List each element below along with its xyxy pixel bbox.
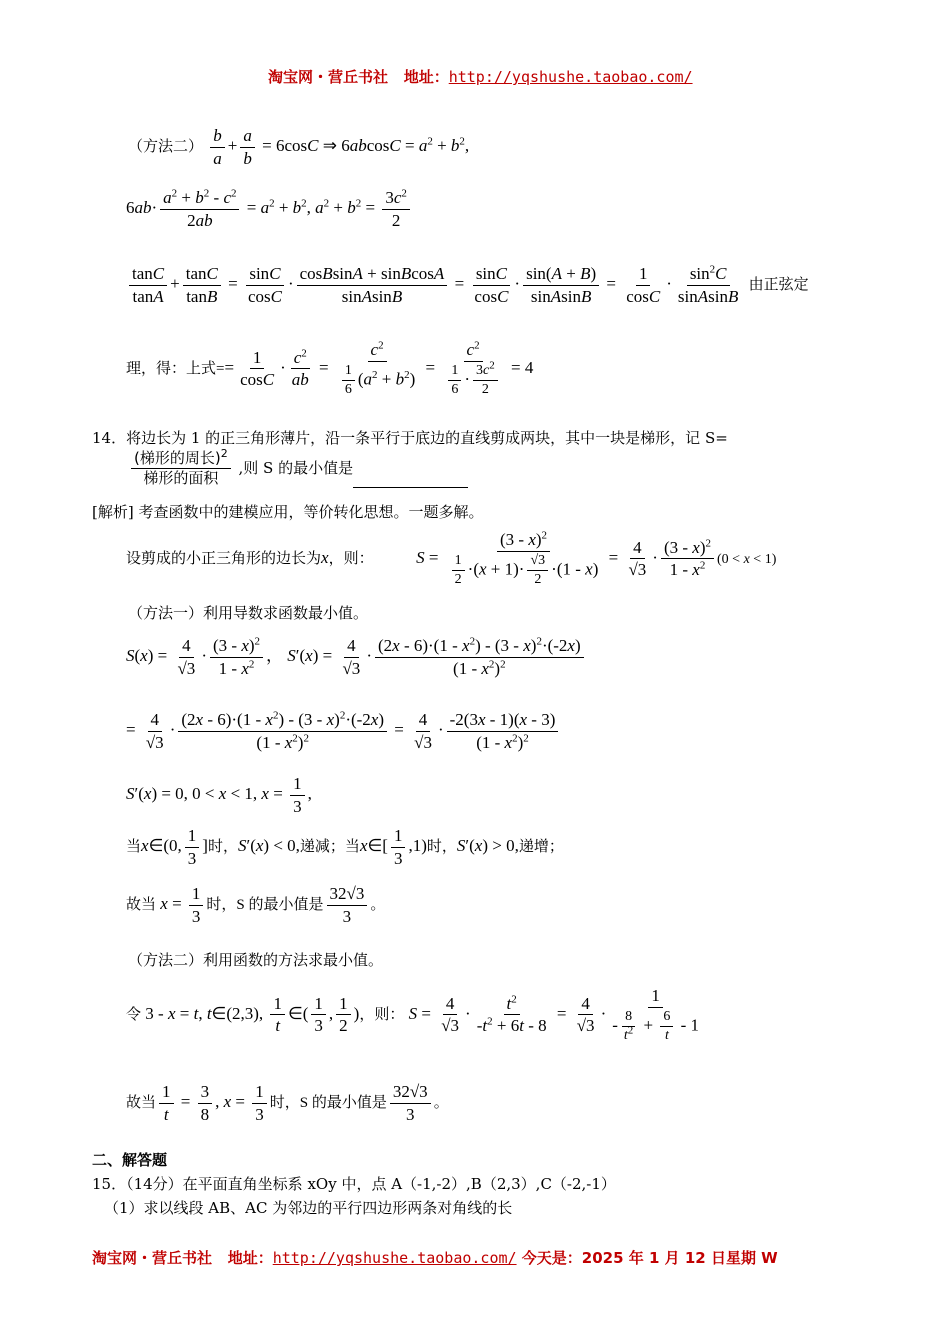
footer-addr-label: 地址：	[227, 1249, 273, 1267]
q14-line-1: 14．将边长为 1 的正三角形薄片，沿一条平行于底边的直线剪成两块，其中一块是梯形，记 S=	[92, 429, 728, 447]
mono-b-1: 时，	[207, 838, 238, 855]
period-1: 。	[370, 896, 386, 913]
critical-point: S′(x) = 0, 0 < x < 1, x = $\frac{1}{3}$ ,	[126, 774, 312, 816]
q15-part1: （1）求以线段 AB、AC 为邻边的平行四边形两条对角线的长	[104, 1199, 513, 1217]
formula-line-3: $\frac{\tan C}{\tan A}$ + $\frac{\tan C}{\tan B}$ = $\frac{\sin C}{\cos C}$ · $\frac{\text{cosBsinA + sinBcosA}}{\text{sinAsinB}}$ = $\frac{\sin C}{\cos C}$ · $\frac{\sin(A + B)}{\text{sinAsinB}}$ = $\frac{1}{\cos C}$ · $\frac{\sin^2C}{\text{sinAsinB}}$ 由正弦定	[126, 264, 809, 306]
min-a-2: 故当	[126, 1094, 157, 1111]
footer-date: 今天是：2025 年 1 月 12 日星期 W	[521, 1249, 778, 1267]
formula-line-2: 6ab· $\frac{a^2 + b^2 - c^2}{2ab}$ = $a^2 + b^2$, $a^2 + b^2$ = $\frac{3c^2}{2}$	[126, 188, 413, 230]
formula-line-4: 理，得：上式== $\frac{1}{\cos C}$ · $\frac{c^2}{ab}$ = $c^2$ $\frac{1}{6}$ $(a^2 + b^2)$ = $c^2$ $\frac{1}{6}$ · $\frac{3c^2}{2}$ = 4	[126, 339, 534, 397]
setup-text: 设剪成的小正三角形的边长为	[126, 550, 322, 567]
period-2: 。	[433, 1094, 449, 1111]
mono-a-1: 当	[126, 838, 142, 855]
q14-frac-num: (梯形的周长)	[134, 449, 221, 467]
mono-dec: 递减；当	[299, 838, 360, 855]
setup-then: ，则：	[328, 550, 374, 567]
q14-tail: ,则 S 的最小值是	[238, 458, 354, 477]
header-url-link[interactable]: http://yqshushe.taobao.com/	[448, 68, 693, 86]
min-a-1: 故当	[126, 896, 157, 913]
method2-label: （方法二）	[128, 138, 204, 155]
formula-line-1: （方法二） $\frac{b}{a}$ + $\frac{a}{b}$ = 6cosC ⇒ $6abcosC = a^2 + b^2$,	[128, 126, 470, 168]
analysis: [解析] 考查函数中的建模应用，等价转化思想。一题多解。	[92, 503, 484, 521]
min-b-1: 时，S 的最小值是	[206, 896, 324, 913]
derivative-line-1: S(x) = $\frac{4}{√3}$ · $\frac{(3 - x)^2}{1 - x^2}$ ， S′(x) = $\frac{4}{√3}$ · $\frac{(2x - 6)\cdot(1 - x^2) - (3 - x)^2\cdot(-2x)}{(1 - x^2)^2}$	[126, 636, 587, 678]
header-shop: 淘宝网・营丘书社	[268, 68, 389, 86]
min-result-2: 故当 $\frac{1}{t}$ = $\frac{3}{8}$ , x = $\frac{1}{3}$ 时，S 的最小值是 $\frac{32√3}{3}$ 。	[126, 1082, 449, 1124]
min-b-2: 时，S 的最小值是	[269, 1094, 387, 1111]
min-result-1: 故当 x = $\frac{1}{3}$ 时，S 的最小值是 $\frac{32√3}{3}$ 。	[126, 884, 386, 926]
footer-shop: 淘宝网・营丘书社	[92, 1249, 213, 1267]
ling-text: 令	[126, 1006, 142, 1023]
zhengxian-text-a: 由正弦定	[748, 276, 809, 293]
mono-b-2: 时，	[426, 838, 457, 855]
q14-line-2: $\frac{(梯形的周长)^2}{\text{梯形的面积}}$ ,则 S 的最小值是	[128, 450, 468, 488]
substitution-line: 令 3 - x = t, t∈(2,3), $\frac{1}{t}$ ∈( $\frac{1}{3}$ , $\frac{1}{2}$ )，则： S = $\frac{4}{√3}$ · $\frac{t^2}{-t^2 + 6t - 8}$ = $\frac{4}{√3}$ · 1 - $\frac{8}{t^2}$ + $\frac{6}{t}$ - 1	[126, 986, 700, 1043]
monotonicity: 当x∈(0, $\frac{1}{3}$ ]时，S′(x) < 0,递减；当x∈[ $\frac{1}{3}$ ,1)时，S′(x) > 0,递增；	[126, 826, 564, 868]
section-2-title: 二、解答题	[92, 1151, 168, 1169]
zhengxian-text-b: 理，得：上式=	[126, 360, 225, 377]
ze-text: ，则：	[359, 1006, 405, 1023]
mono-inc: 递增；	[518, 838, 564, 855]
setup-line: 设剪成的小正三角形的边长为x，则： S = (3 - x)$^2$ $\frac{1}{2}$ ·(x + 1)· $\frac{√3}{2}$ ·(1 - x) = $\frac{4}{√3}$ · $\frac{(3 - x)^2}{1 - x^2}$ (0 < x < 1)	[126, 529, 777, 587]
q14-frac-den: 梯形的面积	[143, 469, 219, 488]
header	[268, 66, 693, 87]
footer	[92, 1247, 778, 1268]
header-addr-label: 地址：	[403, 68, 449, 86]
method1-title: （方法一）利用导数求函数最小值。	[128, 604, 369, 622]
method2-title: （方法二）利用函数的方法求最小值。	[128, 951, 384, 969]
q15-text: 15．（14分）在平面直角坐标系 xOy 中，点 A（-1,-2）,B（2,3）,C（-2,-1）	[92, 1175, 616, 1193]
derivative-line-2: = $\frac{4}{√3}$ · $\frac{(2x - 6)\cdot(1 - x^2) - (3 - x)^2\cdot(-2x)}{(1 - x^2)^2}$ = $\frac{4}{√3}$ · $\frac{-2(3x - 1)(x - 3)}{(1 - x^2)^2}$	[126, 710, 561, 752]
footer-url-link[interactable]: http://yqshushe.taobao.com/	[272, 1249, 517, 1267]
answer-blank	[353, 473, 468, 488]
